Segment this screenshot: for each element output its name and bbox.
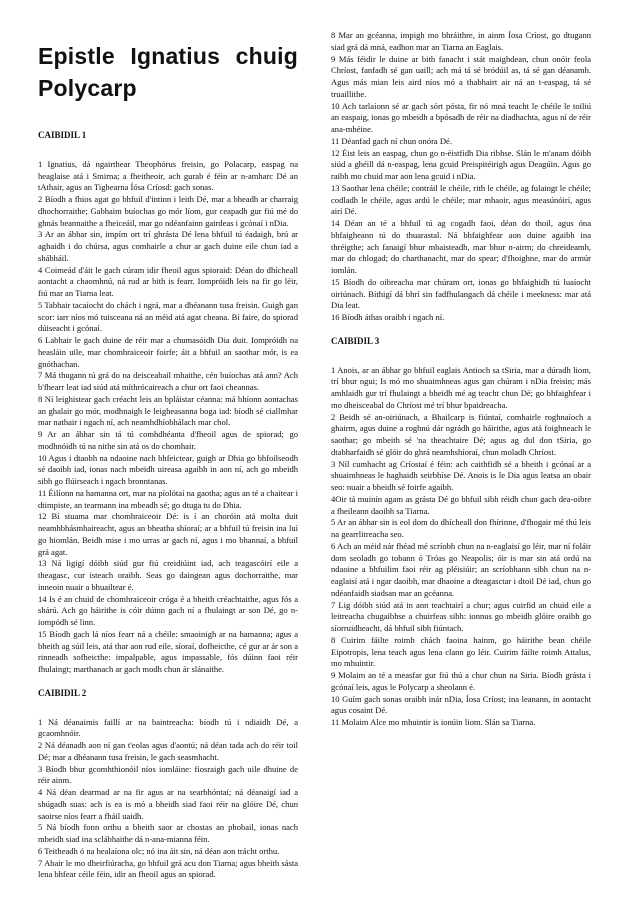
chapter-heading: CAIBIDIL 1 xyxy=(38,130,87,140)
verse: 9 Molaim an té a measfar gur fiú thú a chur chun na Siria. Bíodh grásta i gcónaí leis, agus le Polycarp a sheolann é. xyxy=(331,670,591,692)
verse: 6 Teitheadh ó na healaíona olc; nó ina áit sin, ná déan aon trácht orthu. xyxy=(38,845,280,856)
verse: 16 Bíodh áthas oraibh i ngach ní. xyxy=(331,312,445,322)
verse: 4 Ná déan dearmad ar na fir agus ar na searbhóntaí; ná déanaigí iad a shúgadh suas: ach is ea is mó a bheidh siad faoi réir na glóire Dé, chun saoirse níos fearr a fháil uaidh. xyxy=(38,787,298,821)
verse: 6 Labhair le gach duine de réir mar a chumasóidh Dia duit. Iompróidh na heasláin uile, mar chomhraiceoir foirfe; áit a bhfuil an saothar mór, is ea gnóthachan. xyxy=(38,335,298,369)
chapter-3-body xyxy=(331,365,591,729)
verse: 11 Molaim Alce mo mhuintir is ionúin liom. Slán sa Tiarna. xyxy=(331,717,536,727)
verse: 15 Bíodh do oibreacha mar chúram ort, ionas go bhfaighidh tú luaíocht oiriúnach. Bíthigí dá bhrí sin fadfhulangach dá chéile i meekness: mar atá Dia leat. xyxy=(331,276,591,311)
verse: 7 Abair le mo dheirfiúracha, go bhfuil grá acu don Tiarna; agus bheith sásta lena bhfear céile féin, idir an fheoil agus an spiorad. xyxy=(38,857,298,880)
verse: 13 Saothar lena chéile; contráil le chéile, rith le chéile, ag fulaingt le chéile; codladh le chéile, agus ardú le chéile; mar mhaoir, agus measúnóirí, agus airí Dé. xyxy=(331,182,591,217)
verse: 12 Bí stuama mar chomhraiceoir Dé: is í an choróin atá molta duit neamhbhásmhaireacht, agus an bheatha shíoraí; ar a bhfuil tú freisin ina luí go hiomlán. Beidh mise i mo urras ar gach ní, agus i mo bhannaí, a bhfuil grá agat. xyxy=(38,511,298,557)
verse: 9 Más féidir le duine ar bith fanacht i stát maighdean, chun onóir feola Chríost, fanfadh sé gan uaill; ach má tá sé bródúil as, tá sé gan déanamh. Agus más mian leis aird níos mó a thabhairt air ná an t-easpag, tá sé truaillithe. xyxy=(331,53,591,99)
verse: 8 Ní leighistear gach créacht leis an bpláistar céanna: má bhíonn aontachas an ghalair go mór, modhnaigh le leigheasanna boga iad: bíodh sé ciallmhar mar nathair i ngach ní, ach neamhdhíobhálach mar chol. xyxy=(38,393,298,428)
verse: 11 Déanfad gach ní chun onóra Dé. xyxy=(331,135,452,146)
verse: 7 Má thugann tú grá do na deisceabail mhaithe, cén buíochas atá ann? Ach b'fhearr leat iad siúd atá míthrócaireach a chur ort faoi cheannas. xyxy=(38,370,298,392)
verse: 14 Is é an chuid de chomhraiceoir cróga é a bheith créachtaithe, agus fós a shárú. Ach go háirithe is cóir dúinn gach ní a fhulaingt ar son Dé, go n-iompódh sé linn. xyxy=(38,593,298,627)
right-column xyxy=(331,30,591,729)
verse: 10 Guím gach sonas oraibh inár nDia, Íosa Críost; ina leanann, in aontacht agus cosaint Dé. xyxy=(331,693,591,716)
verse: 4Oir tá muinín agam as grásta Dé go bhfuil sibh réidh chun gach dea-oibre a fheileann daoibh sa Tiarna. xyxy=(331,493,591,516)
verse: 9 Ar an ábhar sin tá tú comhdhéanta d'fheoil agus de spiorad; go modhnóidh tú na nithe sin atá os do chomhair. xyxy=(38,429,298,451)
verse: 1 Ignatius, dá ngairthear Theophórus freisin, go Polacarp, easpag na heaglaise atá i Smirna; a fheitheoir, ach gurab é féin ar n-amharc Dé an tAthair, agus an Tighearna Íósa Críosd: gach sonas. xyxy=(38,158,298,193)
chapter-2-body xyxy=(38,717,298,882)
verse: 1 Ná déanaimis faillí ar na baintreacha: bíodh tú i ndiaidh Dé, a gcaomhnóir. xyxy=(38,716,298,739)
verse: 2 Ná déanadh aon ní gan t'eolas agus d'aontú; ná déan tada ach do réir toil Dé; mar a dhéanann tusa freisin, le gach seasmhacht. xyxy=(38,740,298,762)
verse: 1 Anois, ar an ábhar go bhfuil eaglais Antioch sa tSiria, mar a dúradh liom, trí bhur ngui; Is mó mo shuaimhneas agus gan chúram i nDia freisin; más amhlaidh gur trí fhulaingt a bheidh mé ag teacht chun Dé; go bhfaighfear i mo dheisceabal do Chríost mé trí bhur bpaidreacha. xyxy=(331,364,591,410)
verse: 7 Lig dóibh siúd atá in ann teachtairí a chur; agus cuirfid an chuid eile a leitreacha chugaibhse a chuirfeas sibh: ionnus go mbeidh glóire oraibh go síorruidheacht, dá bhfuil sibh fiúntach. xyxy=(331,599,591,633)
verse: 5 Ar an ábhar sin is eol dom do dhícheall don fhírinne, d'fhogair mé thú leis na gearrlitreacha seo. xyxy=(331,517,591,539)
verse: 5 Tabhair tacaíocht do chách i ngrá, mar a dhéanann tusa freisin. Guigh gan scor: iarr níos mó tuisceana ná an méid atá agat cheana. Bí faire, do spiorad dúiseacht i gcónaí. xyxy=(38,299,298,334)
chapter-heading: CAIBIDIL 2 xyxy=(38,687,87,698)
left-column xyxy=(38,30,298,881)
verse: 10 Agus i dtaobh na ndaoine nach bhfeictear, guigh ar Dhia go bhfoilseodh sé daoibh iad, ionas nach mbeidh uireasa agaibh in aon ní, ach go mbeidh sibh go flúirseach i ngach bronntanas. xyxy=(38,452,298,486)
chapter-2-continued xyxy=(331,30,591,324)
verse: 11 Éilíonn na hamanna ort, mar na píolótaí na gaotha; agus an té a chaitear i dtimpiste, an tearmann ina mbeadh sé; go dtuga tu do Dhia. xyxy=(38,487,298,510)
chapter-1-body xyxy=(38,159,298,676)
verse: 3 Ar an ábhar sin, impím ort trí ghrásta Dé lena bhfuil tú éadaigh, brú ar aghaidh i do chúrsa, agus comhairle a chur ar gach duine eile chun iad a shábháil. xyxy=(38,229,298,263)
verse: 8 Cuirim fáilte roimh chách faoina hainm, go háirithe bean chéile Eipotropis, lena teach agus lena clann go léir. Cuirim fáilte roimh Attalus, mo mhuintir. xyxy=(331,634,591,669)
verse: 3 Níl cumhacht ag Críostaí é féin: ach caithfidh sé a bheith i gcónaí ar a shuaimhneas le haghaidh seirbhíse Dé. Anois is le Dia agus leatsa an obair seo: nuair a bheidh sé foirfe agaibh. xyxy=(331,458,591,492)
verse: 5 Ná bíodh fonn orthu a bheith saor ar chostas an phobail, ionas nach mbeidh siad ina sclábhaithe dá n-ana-mianna féin. xyxy=(38,822,298,844)
verse: 6 Ach an méid nár fhéad mé scríobh chun na n-eaglaisí go léir, mar ní foláir dom seoladh go tobann ó Tróas go Neapolis; óir is mar sin atá ordú na ndaoine a bhfuilim faoi réir ag pléisiúir; an scríobhann sibh chun na n-eaglaisí atá i ngar daoibh, mar dhaoine a dteagasctar i dtoil Dé iad, chun go ndéanfaidh siadsan mar an gcéanna. xyxy=(331,540,591,598)
verse: 2 Bíodh a fhios agat go bhfuil d'intinn i leith Dé, mar a bheadh ar charraig dhochorraithe; Gabhaim buíochas go mór líom, gur ceapadh gur fiú mé do ghnás beannaithe a fheiceáil, mar go ndéanfainn gairdeas i gcónaí i nDia. xyxy=(38,194,298,228)
chapter-heading: CAIBIDIL 3 xyxy=(331,335,380,346)
verse: 15 Bíodh gach lá níos fearr ná a chéile: smaoinigh ar na hamanna; agus a bheith ag súil leis, atá thar aon rud eile, síoraí, dofheicthe, cé gur ar ár son a rinneadh sofheicthe: impalpable, agus impassable, fós dúinn faoi réir fhulaingt; marthanach ar gach modh chun ár slánaithe. xyxy=(38,628,298,674)
verse: 2 Beidh sé an-oiriúnach, a Bhailcarp is fiúntaí, comhairle roghnaíoch a ghairm, agus duine a roghnú dár ngrádh go háirithe, agus atá foighneach le saothar; go mbeith sé 'na theachtaire Dé; agus ag dul don tSiria, go dtabharfaidh sé glóir do ghrá neamhshíoraí, chun moladh Chríost. xyxy=(331,411,591,457)
document-title: Epistle Ignatius chuig Polycarp xyxy=(38,43,298,101)
verse: 14 Déan an té a bhfuil tú ag cogadh faoi, déan do thoil, agus óna bhfaigheann tú do thuarastal. Ná bhfaighfear aon duine agaibh ina thréigthe; ach fanaigí bhur mbaisteadh, mar bhur n-airm; do chreideamh, mar do chlogad; do charthanacht, mar do spear; d'fhoighne, mar do armúr iomlán. xyxy=(331,218,591,275)
verse: 8 Mar an gcéanna, impigh mo bhráithre, in ainm Íosa Críost, go dtugann siad grá dá mná, eadhon mar an Tiarna an Eaglais. xyxy=(331,30,591,52)
verse: 10 Ach tarlaíonn sé ar gach sórt pósta, fir nó mná teacht le chéile le toiliú an easpaig, ionas go mbeidh a bpósadh de réir na diadhachta, agus ní de réir ana-mhéine. xyxy=(331,100,591,134)
verse: 3 Bíodh bhur gcomhthionóil níos iomláine: fiosraigh gach uile dhuine de réir ainm. xyxy=(38,763,298,786)
verse: 13 Ná ligigí dóibh siúd gur fiú creidiúint iad, ach teagascóirí eile a theagasc, cur isteach oraibh. Seas go daingean agus dochorraithe, mar inneoin nuair a bhuailtear é. xyxy=(38,558,298,592)
verse: 12 Éist leis an easpag, chun go n-éistfidh Dia ribhse. Slán le m'anam dóibh siúd a ghéill dá n-easpag, lena gcuid Preispitéirigh agus Deagúin. Agus go raibh mo chuid mar aon lena gcuid i nDia. xyxy=(331,147,591,181)
verse: 4 Coimeád d'áit le gach cúram idir fheoil agus spioraid: Déan do dhícheall aontacht a chaomhnú, ná rud ar bith is fearr. Iompróidh leis na fir go léir, fiú mar an Tiarna leat. xyxy=(38,264,298,298)
